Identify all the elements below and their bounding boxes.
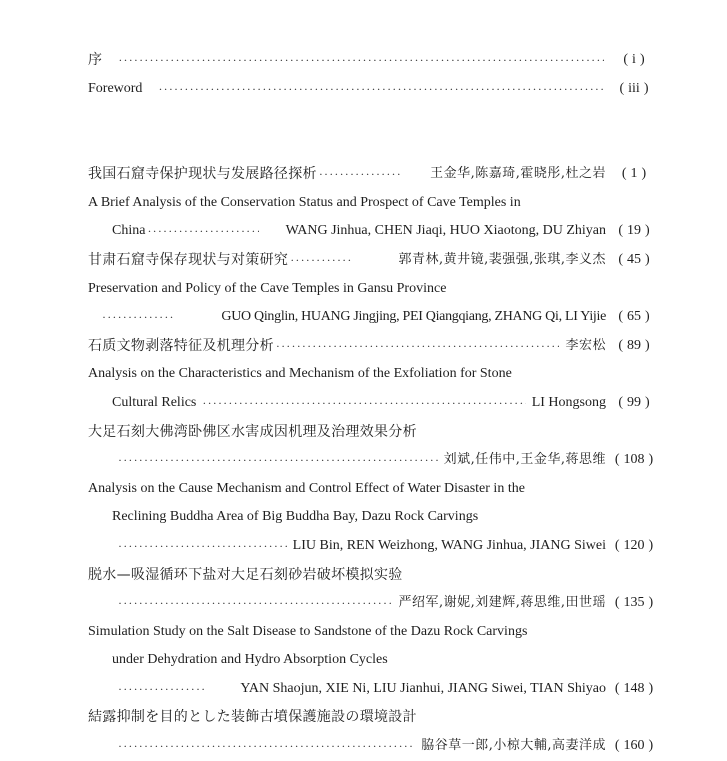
page-number: ( 120 ) bbox=[614, 537, 654, 553]
toc-entry[interactable] bbox=[88, 532, 658, 561]
entry-title: 脱水—吸湿循环下盐对大足石刻砂岩破坏模拟实验 bbox=[88, 566, 403, 583]
toc-entry[interactable] bbox=[88, 303, 658, 332]
dot-leader bbox=[118, 589, 392, 618]
toc-entry[interactable] bbox=[88, 389, 658, 418]
toc-entry-title-line[interactable] bbox=[88, 360, 658, 389]
dot-leader bbox=[118, 675, 206, 704]
toc-entry-title-line[interactable] bbox=[88, 618, 658, 647]
entry-title: 序 bbox=[88, 52, 103, 68]
entry-authors: 严绍军,谢妮,刘建辉,蒋思维,田世瑶 bbox=[398, 595, 606, 611]
entry-title: A Brief Analysis of the Conservation Status and Prospect of Cave Temples in bbox=[88, 194, 521, 210]
toc-entry-title-line[interactable] bbox=[88, 503, 658, 532]
toc-entry-preface[interactable] bbox=[88, 46, 658, 75]
dot-leader bbox=[158, 75, 604, 104]
dot-leader bbox=[118, 46, 604, 75]
entry-title-continued: China bbox=[112, 223, 146, 239]
page-number: ( 160 ) bbox=[614, 738, 654, 754]
entry-title: Simulation Study on the Salt Disease to Sandstone of the Dazu Rock Carvings bbox=[88, 623, 528, 639]
entry-title-continued: Reclining Buddha Area of Big Buddha Bay, Dazu Rock Carvings bbox=[112, 509, 479, 525]
dot-leader bbox=[118, 532, 287, 561]
page-number: ( 65 ) bbox=[618, 309, 650, 325]
entry-authors: LI Hongsong bbox=[531, 394, 606, 410]
entry-title: 石质文物剥落特征及机理分析 bbox=[88, 337, 274, 354]
entry-title-continued: under Dehydration and Hydro Absorption Cycles bbox=[112, 652, 388, 668]
dot-leader bbox=[319, 160, 401, 189]
page-number: ( 99 ) bbox=[618, 394, 650, 410]
section-spacer bbox=[88, 103, 658, 160]
toc-entry[interactable] bbox=[88, 732, 658, 761]
entry-authors: WANG Jinhua, CHEN Jiaqi, HUO Xiaotong, DU Zhiyan bbox=[285, 223, 606, 239]
page-number: ( 1 ) bbox=[621, 166, 647, 182]
page-number: ( 19 ) bbox=[618, 223, 650, 239]
entry-title-continued: Cultural Relics bbox=[112, 394, 197, 410]
toc-entry-title-line[interactable] bbox=[88, 418, 658, 447]
toc-entry-title-line[interactable] bbox=[88, 646, 658, 675]
page-number: ( 148 ) bbox=[614, 680, 654, 696]
entry-title: Foreword bbox=[88, 80, 143, 96]
page-number: ( 89 ) bbox=[618, 337, 650, 353]
toc-entry[interactable] bbox=[88, 332, 658, 361]
entry-title: 我国石窟寺保护现状与发展路径探析 bbox=[88, 166, 317, 183]
toc-entry[interactable] bbox=[88, 246, 658, 275]
entry-title: Analysis on the Characteristics and Mechanism of the Exfoliation for Stone bbox=[88, 366, 512, 382]
toc-entry[interactable] bbox=[88, 446, 658, 475]
dot-leader bbox=[276, 332, 560, 361]
dot-leader bbox=[147, 217, 259, 246]
entry-authors: 刘斌,任伟中,王金华,蒋思维 bbox=[443, 452, 606, 468]
entry-title: Preservation and Policy of the Cave Temples in Gansu Province bbox=[88, 280, 447, 296]
page-number: ( 135 ) bbox=[614, 595, 654, 611]
dot-leader bbox=[118, 446, 438, 475]
dot-leader bbox=[118, 732, 415, 761]
dot-leader bbox=[202, 389, 525, 418]
toc-entry-title-line[interactable] bbox=[88, 275, 658, 304]
dot-leader bbox=[290, 246, 352, 275]
page-number: ( i ) bbox=[623, 52, 645, 67]
entry-authors: 脇谷草一郎,小椋大輔,高妻洋成 bbox=[421, 738, 606, 754]
toc-entry-title-line[interactable] bbox=[88, 561, 658, 590]
dot-leader bbox=[102, 303, 174, 332]
entry-title: 甘肃石窟寺保存现状与对策研究 bbox=[88, 251, 289, 268]
entry-title: 大足石刻大佛湾卧佛区水害成因机理及治理效果分析 bbox=[88, 423, 417, 440]
entry-authors: 王金华,陈嘉琦,霍晓彤,杜之岩 bbox=[430, 166, 606, 182]
toc-entry[interactable] bbox=[88, 160, 658, 189]
entry-authors: GUO Qinglin, HUANG Jingjing, PEI Qiangqiang, ZHANG Qi, LI Yijie bbox=[221, 309, 606, 325]
table-of-contents bbox=[88, 46, 658, 761]
toc-entry-title-line[interactable] bbox=[88, 703, 658, 732]
page-number: ( 45 ) bbox=[618, 251, 650, 267]
page-number: ( 108 ) bbox=[614, 452, 654, 468]
entry-authors: LIU Bin, REN Weizhong, WANG Jinhua, JIANG Siwei bbox=[292, 537, 606, 553]
toc-entry[interactable] bbox=[88, 675, 658, 704]
toc-entry-title-line[interactable] bbox=[88, 475, 658, 504]
entry-authors: 郭青林,黄井镜,裴强强,张琪,李义杰 bbox=[398, 251, 606, 267]
page-number: ( iii ) bbox=[619, 80, 649, 96]
entry-title: Analysis on the Cause Mechanism and Control Effect of Water Disaster in the bbox=[88, 480, 525, 496]
entry-title: 結露抑制を目的とした装飾古墳保護施設の環境設計 bbox=[88, 709, 417, 726]
toc-entry[interactable] bbox=[88, 217, 658, 246]
toc-entry-foreword[interactable] bbox=[88, 75, 658, 104]
toc-entry[interactable] bbox=[88, 589, 658, 618]
entry-authors: 李宏松 bbox=[565, 337, 606, 353]
entry-authors: YAN Shaojun, XIE Ni, LIU Jianhui, JIANG Siwei, TIAN Shiyao bbox=[240, 680, 606, 696]
toc-entry-title-line[interactable] bbox=[88, 189, 658, 218]
